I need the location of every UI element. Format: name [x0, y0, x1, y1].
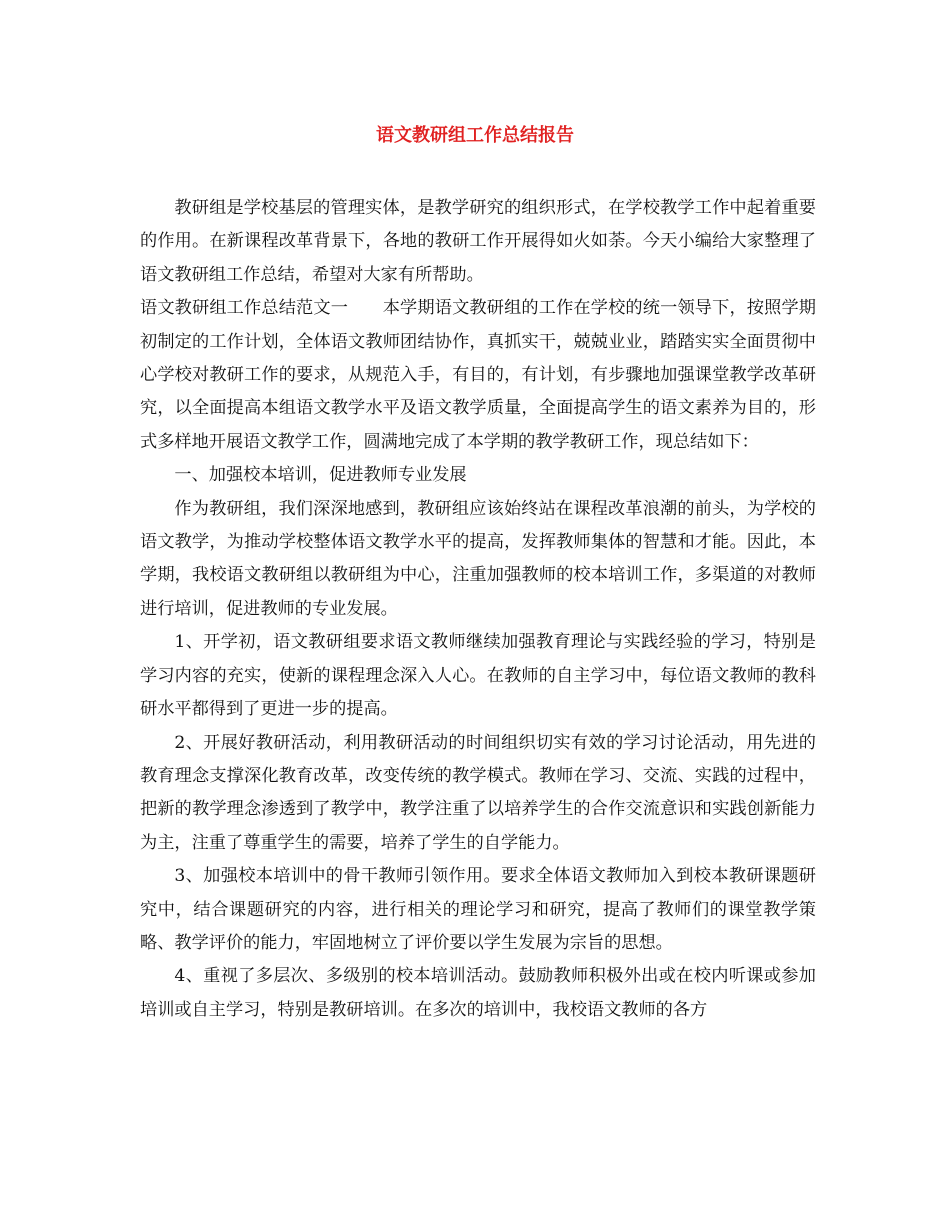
paragraph-item-3: 3、加强校本培训中的骨干教师引领作用。要求全体语文教师加入到校本教研课题研究中，结合课题研究的内容，进行相关的理论学习和研究，提高了教师们的课堂教学策略、教学评价的能力，牢固地树立了评价要以学生发展为宗旨的思想。	[140, 866, 816, 953]
paragraph-item-2: 2、开展好教研活动，利用教研活动的时间组织切实有效的学习讨论活动，用先进的教育理念支撑深化教育改革，改变传统的教学模式。教师在学习、交流、实践的过程中，把新的教学理念渗透到了教学中，教学注重了以培养学生的合作交流意识和实践创新能力为主，注重了尊重学生的需要，培养了学生的自学能力。	[140, 732, 816, 853]
paragraph-intro: 教研组是学校基层的管理实体，是教学研究的组织形式，在学校教学工作中起着重要的作用。在新课程改革背景下，各地的教研工作开展得如火如荼。今天小编给大家整理了语文教研组工作总结，希望对大家有所帮助。	[140, 198, 816, 285]
paragraph-section-intro: 作为教研组，我们深深地感到，教研组应该始终站在课程改革浪潮的前头，为学校的语文教学，为推动学校整体语文教学水平的提高，发挥教师集体的智慧和才能。因此，本学期，我校语文教研组以教研组为中心，注重加强教师的校本培训工作，多渠道的对教师进行培训，促进教师的专业发展。	[140, 498, 816, 619]
paragraph-item-1: 1、开学初，语文教研组要求语文教师继续加强教育理论与实践经验的学习，特别是学习内容的充实，使新的课程理念深入人心。在教师的自主学习中，每位语文教师的教科研水平都得到了更进一步的提高。	[140, 632, 816, 720]
document-title: 语文教研组工作总结报告	[376, 125, 574, 146]
paragraph-item-4: 4、重视了多层次、多级别的校本培训活动。鼓励教师积极外出或在校内听课或参加培训或自主学习，特别是教研培训。在多次的培训中，我校语文教师的各方	[140, 966, 816, 1020]
document-body	[140, 192, 816, 1027]
section-heading: 一、加强校本培训，促进教师专业发展	[174, 465, 467, 486]
paragraph-sample-one: 语文教研组工作总结范文一 本学期语文教研组的工作在学校的统一领导下，按照学期初制定的工作计划，全体语文教师团结协作，真抓实干，兢兢业业，踏踏实实全面贯彻中心学校对教研工作的要求，从规范入手，有目的，有计划，有步骤地加强课堂教学改革研究，以全面提高本组语文教学水平及语文教学质量，全面提高学生的语文素养为目的，形式多样地开展语文教学工作，圆满地完成了本学期的教学教研工作，现总结如下：	[140, 298, 816, 452]
